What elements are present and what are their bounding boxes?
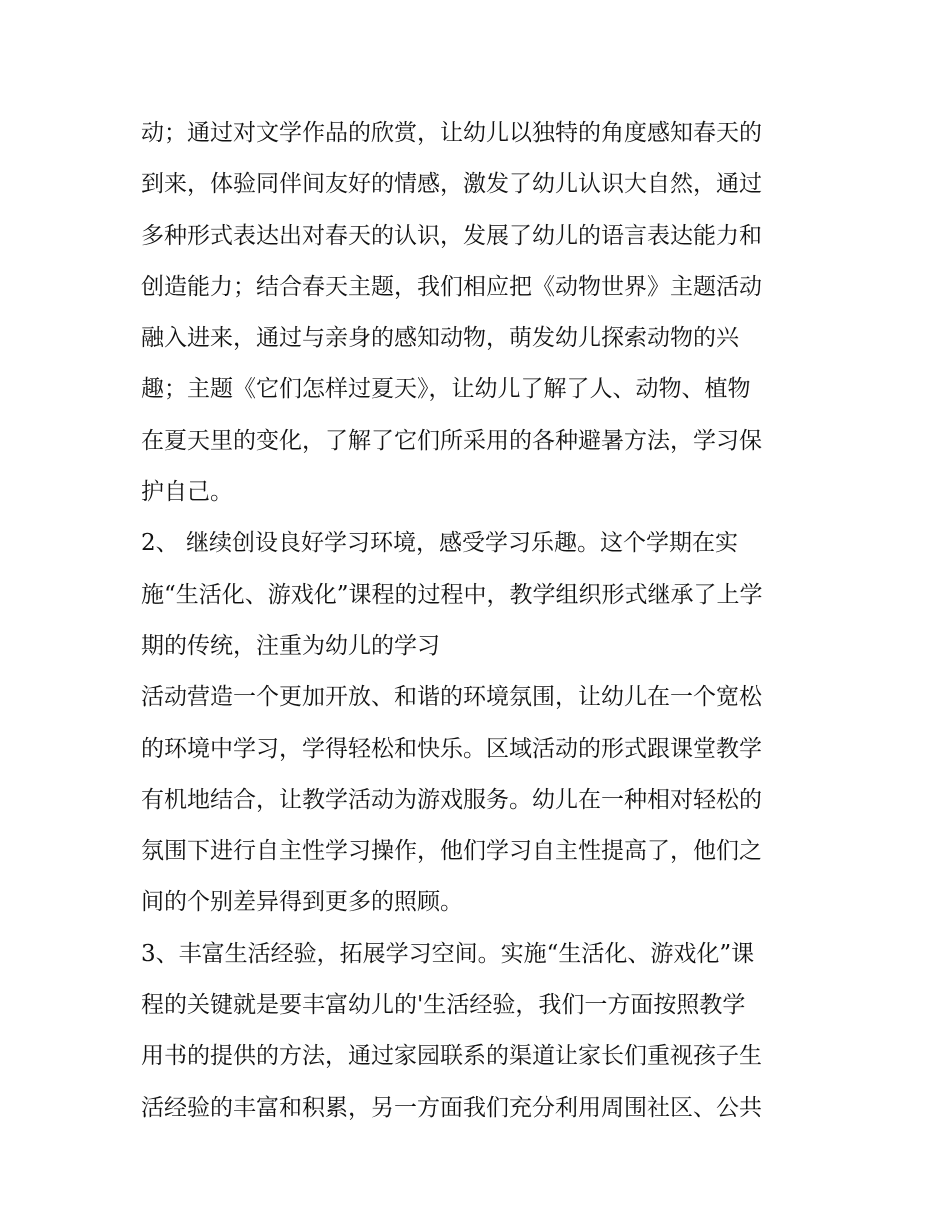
text-line: 用书的提供的方法，通过家园联系的渠道让家长们重视孩子生 xyxy=(141,1043,762,1070)
text-line: 间的个别差异得到更多的照顾。 xyxy=(141,889,463,916)
text-line: 趣；主题《它们怎样过夏天》，让幼儿了解了人、动物、植物 xyxy=(141,376,751,403)
text-line: 动；通过对文学作品的欣赏，让幼儿以独特的角度感知春天的 xyxy=(141,120,762,146)
text-line: 护自己。 xyxy=(141,479,233,506)
body-text xyxy=(141,108,821,1134)
text-line: 施“生活化、游戏化”课程的过程中，教学组织形式继承了上学 xyxy=(141,581,763,608)
text-line: 程的关键就是要丰富幼儿的'生活经验，我们一方面按照教学 xyxy=(141,992,746,1019)
text-line: 融入进来，通过与亲身的感知动物，萌发幼儿探索动物的兴 xyxy=(141,325,739,352)
text-line: 多种形式表达出对春天的认识，发展了幼儿的语言表达能力和 xyxy=(141,222,762,249)
text-line: 到来，体验同伴间友好的情感，激发了幼儿认识大自然，通过 xyxy=(141,171,762,198)
text-line: 活动营造一个更加开放、和谐的环境氛围，让幼儿在一个宽松 xyxy=(141,684,762,711)
text-line: 创造能力；结合春天主题，我们相应把《动物世界》主题活动 xyxy=(141,273,762,300)
text-line: 2、 继续创设良好学习环境，感受学习乐趣。这个学期在实 xyxy=(141,530,738,557)
text-line: 在夏天里的变化，了解了它们所采用的各种避暑方法，学习保 xyxy=(141,427,762,454)
text-line: 3、丰富生活经验，拓展学习空间。实施“生活化、游戏化”课 xyxy=(141,940,755,967)
text-line: 氛围下进行自主性学习操作，他们学习自主性提高了，他们之 xyxy=(141,838,762,865)
text-line: 的环境中学习，学得轻松和快乐。区域活动的形式跟课堂教学 xyxy=(141,735,762,762)
text-line: 有机地结合，让教学活动为游戏服务。幼儿在一种相对轻松的 xyxy=(141,786,762,813)
text-line: 活经验的丰富和积累，另一方面我们充分利用周围社区、公共 xyxy=(141,1094,762,1121)
text-line: 期的传统，注重为幼儿的学习 xyxy=(141,632,440,659)
